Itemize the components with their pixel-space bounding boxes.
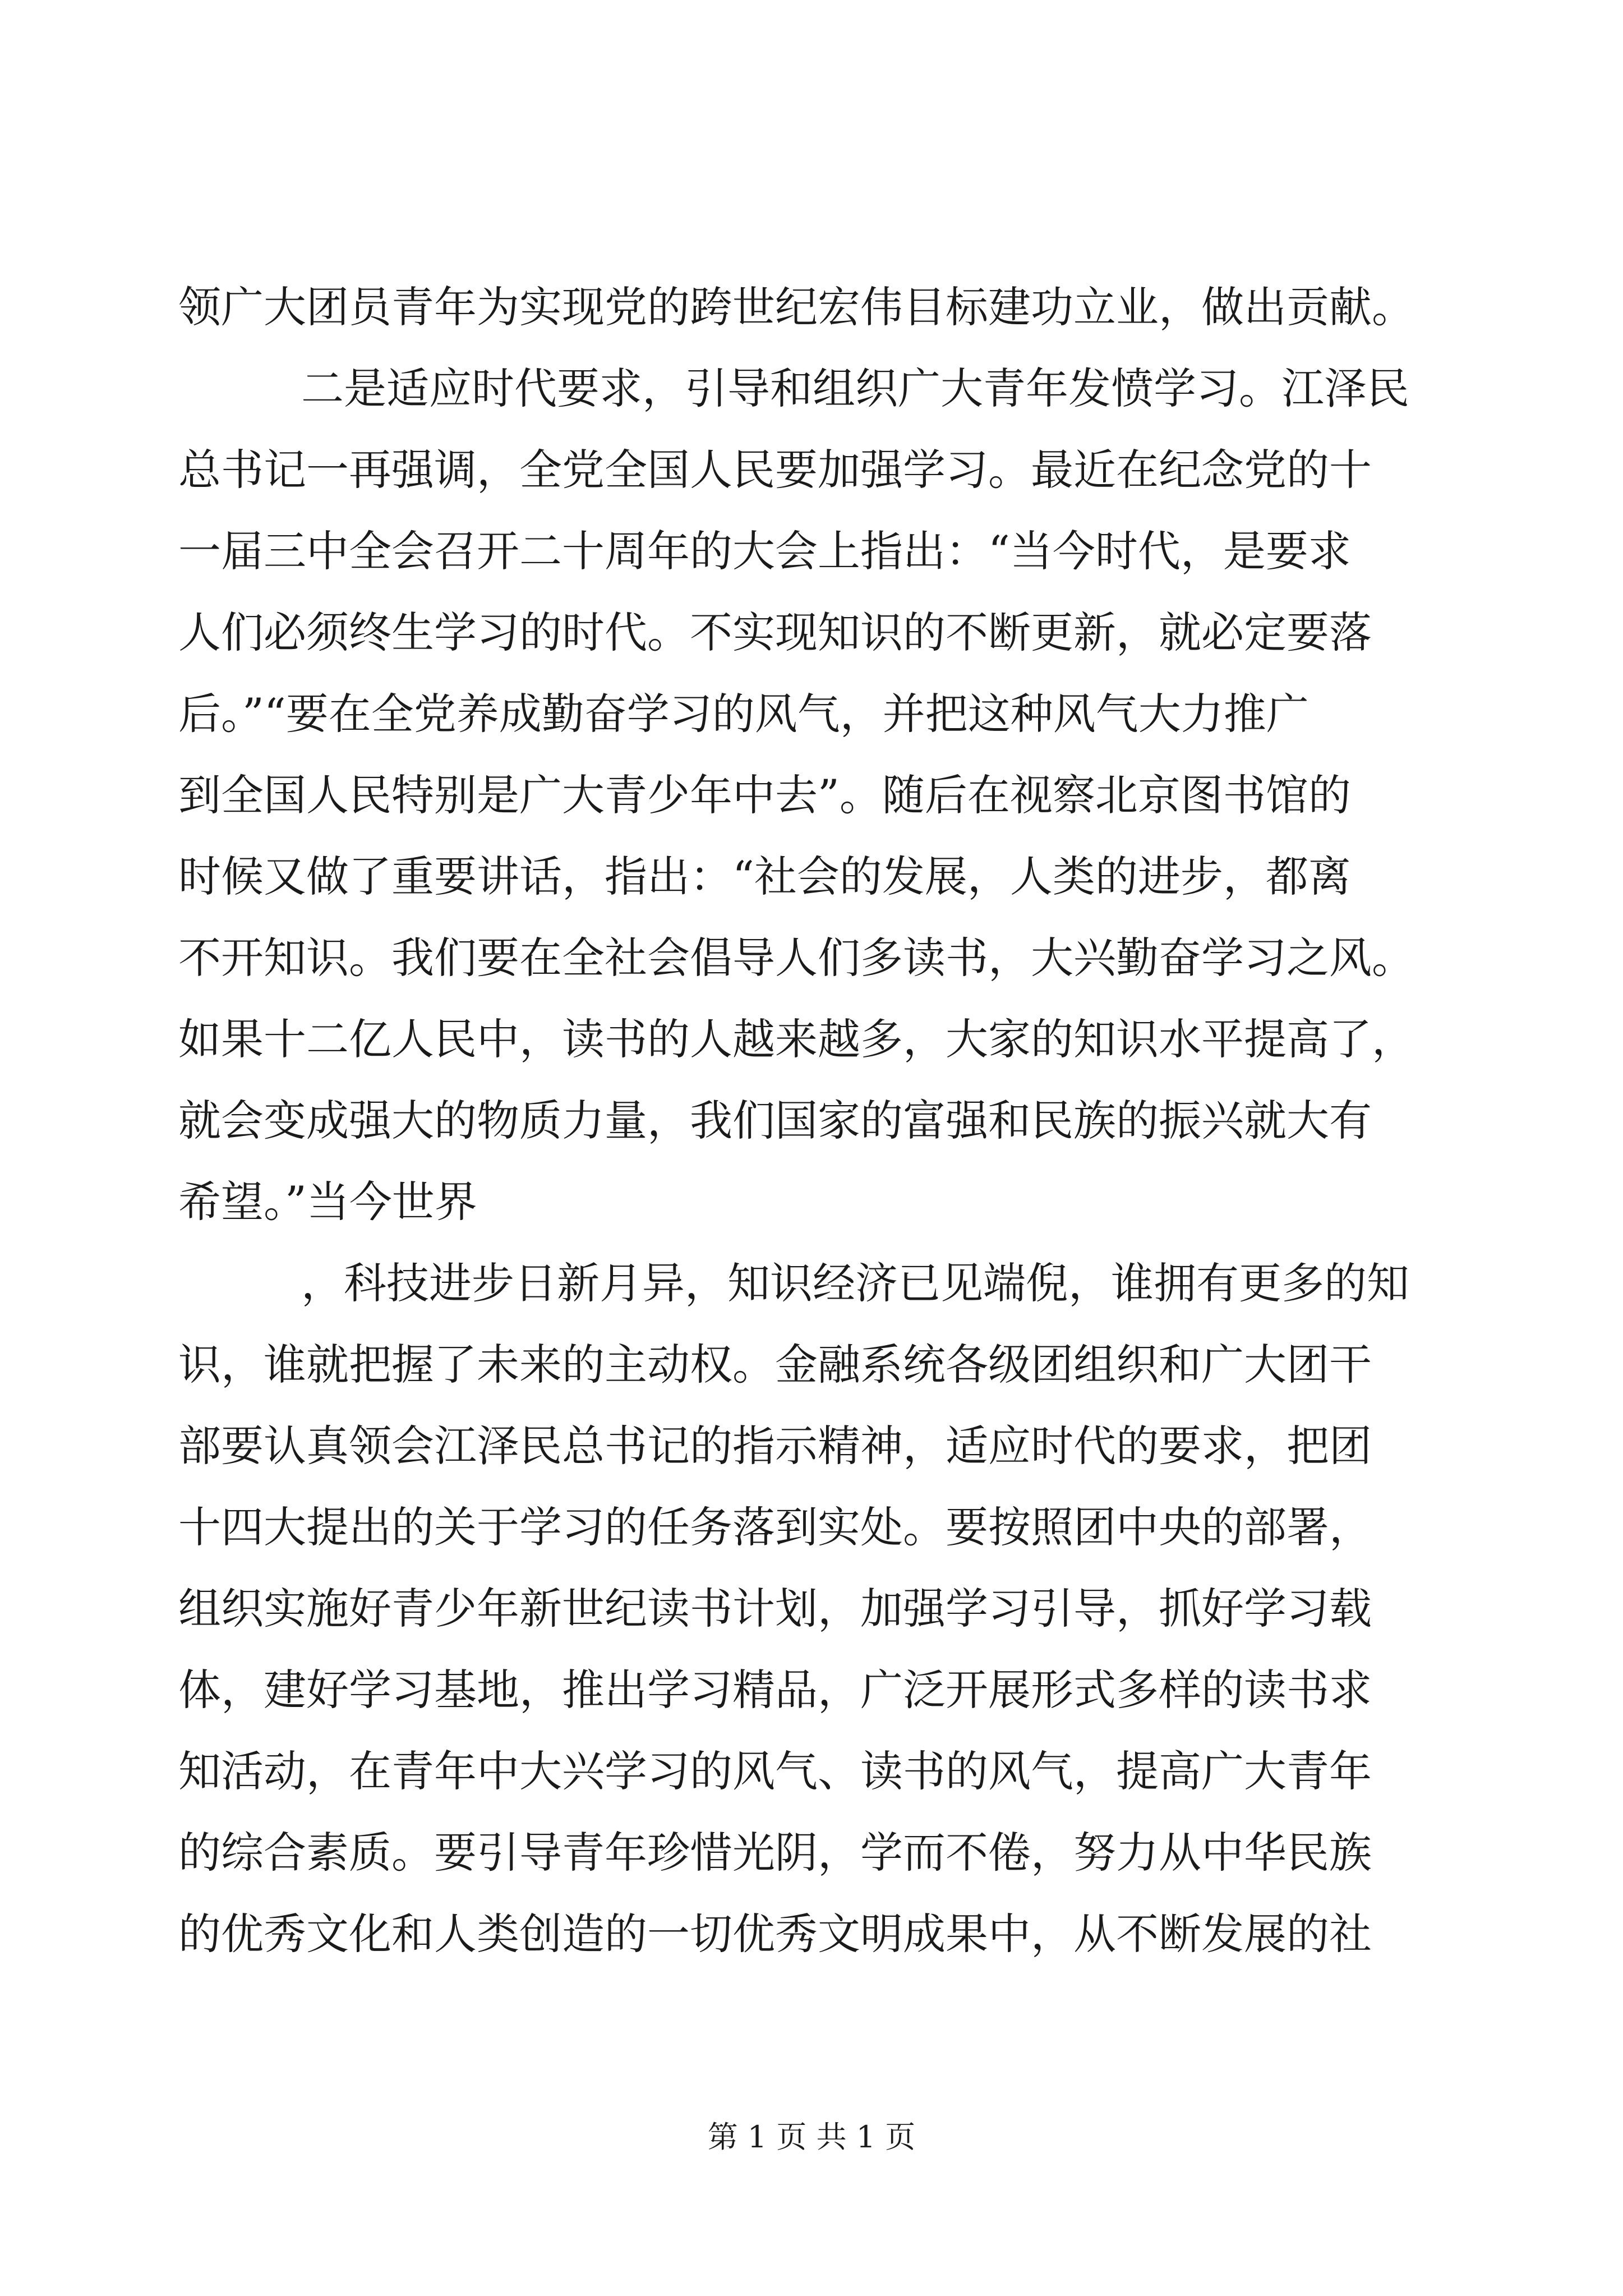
text-line: 组织实施好青少年新世纪读书计划，加强学习引导，抓好学习载 bbox=[178, 1584, 1372, 1634]
text-line: 十四大提出的关于学习的任务落到实处。要按照团中央的部署， bbox=[178, 1502, 1372, 1552]
text-line: 不开知识。我们要在全社会倡导人们多读书，大兴勤奋学习之风。 bbox=[178, 933, 1414, 983]
text-line: 部要认真领会江泽民总书记的指示精神，适应时代的要求，把团 bbox=[178, 1421, 1372, 1471]
text-line: 时候又做了重要讲话，指出：“社会的发展，人类的进步，都离 bbox=[178, 852, 1351, 901]
text-line: 后。”“要在全党养成勤奋学习的风气，并把这种风气大力推广 bbox=[178, 689, 1309, 739]
text-line: 到全国人民特别是广大青少年中去”。随后在视察北京图书馆的 bbox=[178, 770, 1351, 820]
text-line: 的优秀文化和人类创造的一切优秀文明成果中，从不断发展的社 bbox=[178, 1909, 1372, 1959]
text-line: 识，谁就把握了未来的主动权。金融系统各级团组织和广大团干 bbox=[178, 1340, 1372, 1389]
text-line: 就会变成强大的物质力量，我们国家的富强和民族的振兴就大有 bbox=[178, 1096, 1372, 1145]
text-line: 如果十二亿人民中，读书的人越来越多，大家的知识水平提高了， bbox=[178, 1014, 1414, 1064]
text-line: 人们必须终生学习的时代。不实现知识的不断更新，就必定要落 bbox=[178, 608, 1372, 657]
text-line: 二是适应时代要求，引导和组织广大青年发愤学习。江泽民 bbox=[301, 364, 1409, 413]
text-line: 知活动，在青年中大兴学习的风气、读书的风气，提高广大青年 bbox=[178, 1746, 1372, 1796]
text-line: 总书记一再强调，全党全国人民要加强学习。最近在纪念党的十 bbox=[178, 445, 1372, 495]
text-line: 希望。”当今世界 bbox=[178, 1177, 477, 1227]
text-line: 一届三中全会召开二十周年的大会上指出：“当今时代，是要求 bbox=[178, 526, 1351, 576]
text-line: 的综合素质。要引导青年珍惜光阴，学而不倦，努力从中华民族 bbox=[178, 1828, 1372, 1878]
page-number-footer: 第 1 页 共 1 页 bbox=[707, 2119, 916, 2155]
text-line: 体，建好学习基地，推出学习精品，广泛开展形式多样的读书求 bbox=[178, 1665, 1372, 1715]
text-line: ，科技进步日新月异，知识经济已见端倪，谁拥有更多的知 bbox=[301, 1258, 1409, 1308]
text-line: 领广大团员青年为实现党的跨世纪宏伟目标建功立业，做出贡献。 bbox=[178, 282, 1414, 332]
